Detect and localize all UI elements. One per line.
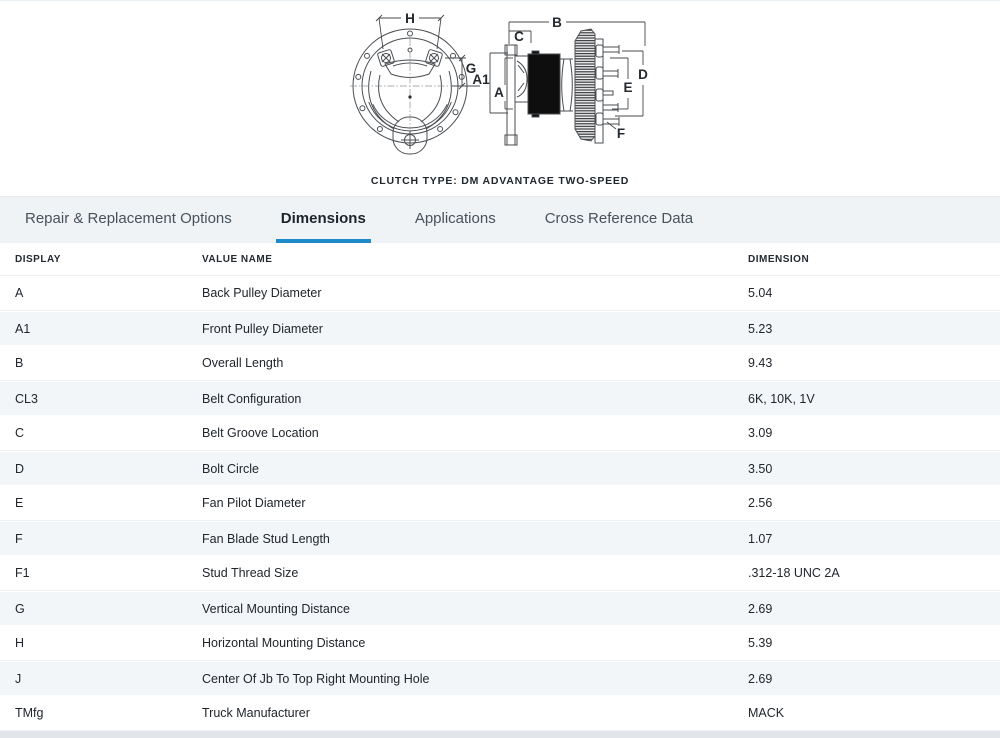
cell-dimension: 5.23 [748, 321, 773, 336]
dim-label-e: E [623, 80, 633, 95]
cell-dimension: .312-18 UNC 2A [748, 566, 840, 580]
table-row [0, 451, 1000, 486]
tab-cross-reference-data[interactable]: Cross Reference Data [544, 209, 694, 227]
table-body [0, 276, 1000, 731]
column-header-dimension: DIMENSION [748, 253, 810, 265]
table-row [0, 661, 1000, 696]
cell-display: B [15, 356, 24, 370]
tab-applications[interactable]: Applications [414, 209, 496, 227]
cell-value-name: Overall Length [202, 356, 284, 370]
dim-label-f: F [616, 126, 626, 141]
tab-repair-replacement-options[interactable]: Repair & Replacement Options [25, 209, 232, 227]
cell-dimension: 3.09 [748, 426, 773, 440]
cell-display: G [15, 601, 25, 616]
cell-display: A [15, 286, 24, 300]
cell-value-name: Belt Configuration [202, 391, 302, 406]
cell-value-name: Belt Groove Location [202, 426, 319, 440]
cell-display: J [15, 671, 22, 686]
table-row [0, 346, 1000, 381]
column-header-value-name: VALUE NAME [202, 253, 273, 265]
dim-label-h: H [405, 11, 415, 26]
diagram-section [0, 1, 1000, 196]
dimensions-table [0, 243, 1000, 738]
cell-display: TMfg [15, 706, 44, 720]
cell-value-name: Fan Pilot Diameter [202, 496, 306, 510]
tab-bar [0, 196, 1000, 243]
clutch-diagram [0, 1, 1000, 196]
cell-value-name: Center Of Jb To Top Right Mounting Hole [202, 671, 430, 686]
column-header-display: DISPLAY [15, 253, 61, 265]
cell-value-name: Fan Blade Stud Length [202, 531, 330, 546]
diagram-caption: CLUTCH TYPE: DM ADVANTAGE TWO-SPEED [370, 175, 630, 187]
dim-label-g: G [465, 61, 477, 76]
table-row [0, 591, 1000, 626]
dim-label-c: C [514, 29, 524, 44]
cell-display: F1 [15, 566, 30, 580]
cell-value-name: Bolt Circle [202, 461, 259, 476]
cell-display: E [15, 496, 24, 510]
cell-display: CL3 [15, 391, 38, 406]
dim-label-d: D [638, 67, 648, 82]
cell-value-name: Front Pulley Diameter [202, 321, 323, 336]
tab-dimensions[interactable]: Dimensions [276, 197, 371, 243]
cell-value-name: Horizontal Mounting Distance [202, 636, 366, 650]
table-row [0, 416, 1000, 451]
dim-label-a1: A1 [472, 72, 490, 87]
cell-value-name: Vertical Mounting Distance [202, 601, 350, 616]
cell-dimension: 5.39 [748, 636, 773, 650]
cell-value-name: Stud Thread Size [202, 566, 299, 580]
cell-display: C [15, 426, 25, 440]
cell-dimension: MACK [748, 706, 785, 720]
cell-dimension: 6K, 10K, 1V [748, 391, 815, 406]
table-row [0, 626, 1000, 661]
table-row [0, 486, 1000, 521]
table-header-row [0, 243, 1000, 276]
cell-value-name: Back Pulley Diameter [202, 286, 322, 300]
cell-display: D [15, 461, 25, 476]
table-row [0, 556, 1000, 591]
table-row [0, 696, 1000, 731]
cell-dimension: 5.04 [748, 286, 773, 300]
cell-value-name: Truck Manufacturer [202, 706, 310, 720]
dim-label-b: B [552, 15, 562, 30]
cell-dimension: 2.69 [748, 671, 773, 686]
cell-display: H [15, 636, 25, 650]
table-row [0, 521, 1000, 556]
cell-display: A1 [15, 321, 31, 336]
cell-dimension: 1.07 [748, 531, 773, 546]
cell-dimension: 2.69 [748, 601, 773, 616]
cell-display: F [15, 531, 23, 546]
cell-dimension: 2.56 [748, 496, 773, 510]
table-row [0, 381, 1000, 416]
table-row [0, 311, 1000, 346]
cell-dimension: 3.50 [748, 461, 773, 476]
cell-dimension: 9.43 [748, 356, 773, 370]
table-row [0, 276, 1000, 311]
dim-label-a: A [494, 85, 504, 100]
